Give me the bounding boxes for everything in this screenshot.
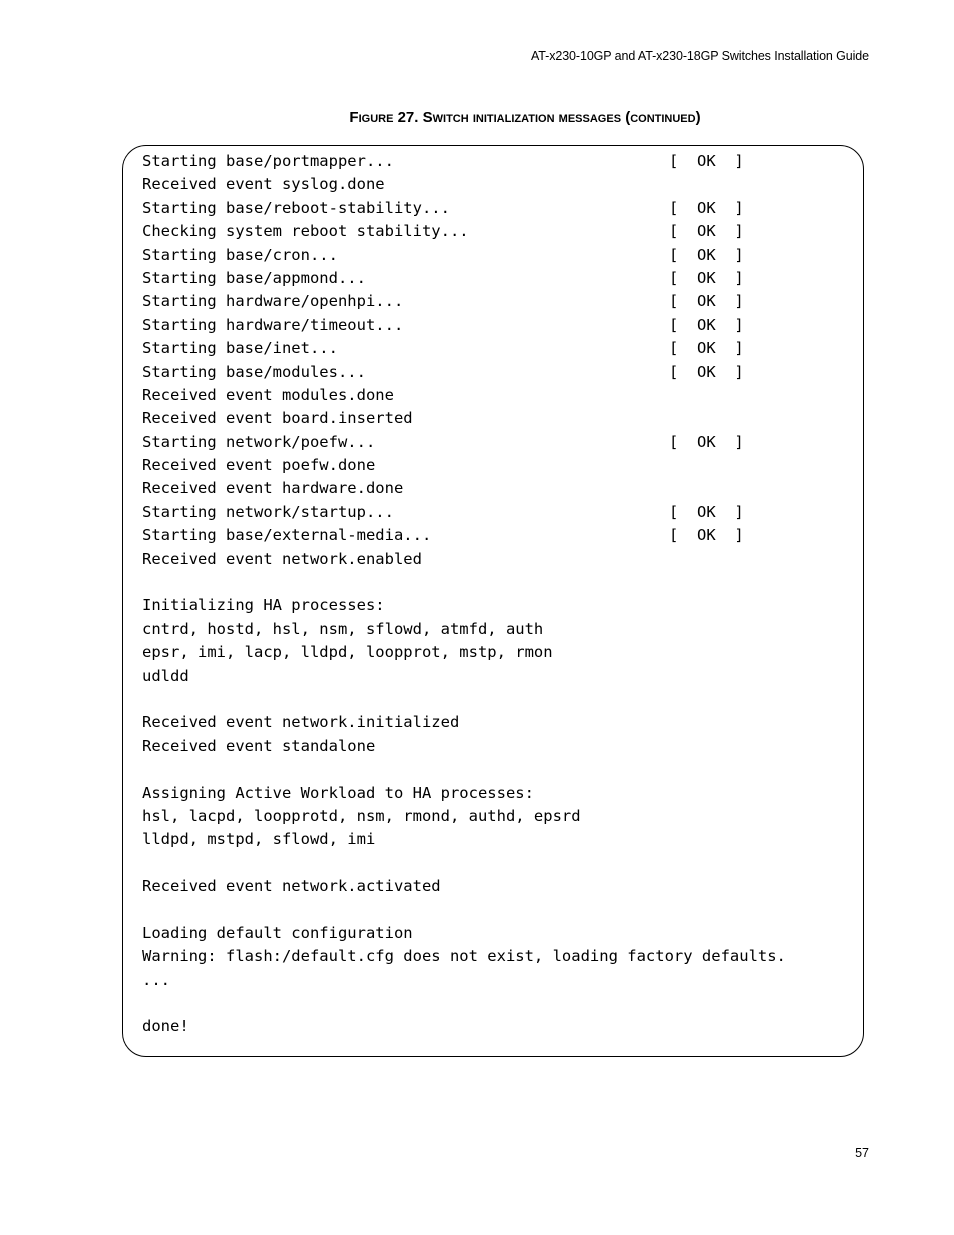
console-line bbox=[142, 290, 802, 313]
console-line-status: [ OK ] bbox=[669, 222, 744, 241]
console-line-text: Assigning Active Workload to HA processes: bbox=[142, 783, 534, 802]
console-line bbox=[142, 688, 802, 711]
console-line bbox=[142, 524, 802, 547]
console-line bbox=[142, 173, 802, 196]
console-line bbox=[142, 665, 802, 688]
console-line-status: [ OK ] bbox=[669, 315, 744, 334]
console-line-status: [ OK ] bbox=[669, 152, 744, 170]
console-line-text: Starting base/appmond... bbox=[142, 268, 366, 287]
console-line bbox=[142, 922, 802, 945]
console-line bbox=[142, 852, 802, 875]
console-line-text: Starting base/portmapper... bbox=[142, 152, 394, 170]
console-output bbox=[142, 150, 802, 1039]
console-line-text: Received event modules.done bbox=[142, 385, 394, 404]
console-line bbox=[142, 150, 802, 173]
console-line bbox=[142, 314, 802, 337]
console-line-status: [ OK ] bbox=[669, 526, 744, 545]
console-line bbox=[142, 361, 802, 384]
console-line-status: [ OK ] bbox=[669, 432, 744, 451]
console-line bbox=[142, 641, 802, 664]
console-line bbox=[142, 267, 802, 290]
console-line-status: [ OK ] bbox=[669, 502, 744, 521]
console-line bbox=[142, 711, 802, 734]
console-line-text: epsr, imi, lacp, lldpd, loopprot, mstp, rmon bbox=[142, 643, 553, 662]
figure-caption bbox=[0, 109, 954, 126]
figure-title: Switch initialization messages (continued) bbox=[422, 109, 701, 126]
console-line-text: Received event poefw.done bbox=[142, 456, 376, 475]
console-line-status: [ OK ] bbox=[669, 268, 744, 287]
console-line bbox=[142, 407, 802, 430]
console-line bbox=[142, 945, 802, 968]
console-line-text: udldd bbox=[142, 666, 189, 685]
console-line bbox=[142, 454, 802, 477]
console-line bbox=[142, 571, 802, 594]
console-line bbox=[142, 1015, 802, 1038]
console-line bbox=[142, 548, 802, 571]
console-line-text: Received event hardware.done bbox=[142, 479, 404, 498]
console-line bbox=[142, 992, 802, 1015]
console-line-text: done! bbox=[142, 1017, 189, 1036]
console-line-status: [ OK ] bbox=[669, 245, 744, 264]
console-line bbox=[142, 384, 802, 407]
console-line bbox=[142, 220, 802, 243]
console-line-text: Checking system reboot stability... bbox=[142, 222, 469, 241]
console-line-text: hsl, lacpd, loopprotd, nsm, rmond, authd, epsrd bbox=[142, 806, 581, 825]
console-line bbox=[142, 875, 802, 898]
console-line-status: [ OK ] bbox=[669, 362, 744, 381]
console-line bbox=[142, 969, 802, 992]
console-line-text: ... bbox=[142, 970, 170, 989]
console-line-text: Starting network/startup... bbox=[142, 502, 394, 521]
console-line bbox=[142, 477, 802, 500]
console-line-text: Starting base/modules... bbox=[142, 362, 366, 381]
console-line bbox=[142, 244, 802, 267]
running-header: AT-x230-10GP and AT-x230-18GP Switches Installation Guide bbox=[530, 49, 869, 63]
console-line-text: Starting hardware/openhpi... bbox=[142, 292, 404, 311]
console-line-text: Starting hardware/timeout... bbox=[142, 315, 404, 334]
console-line-text: Received event standalone bbox=[142, 736, 376, 755]
console-line-text: Received event network.activated bbox=[142, 877, 441, 896]
page-number: 57 bbox=[855, 1146, 869, 1160]
console-line bbox=[142, 899, 802, 922]
console-line bbox=[142, 431, 802, 454]
console-line-text: Starting base/reboot-stability... bbox=[142, 198, 450, 217]
console-line bbox=[142, 197, 802, 220]
console-line-status: [ OK ] bbox=[669, 292, 744, 311]
console-line bbox=[142, 735, 802, 758]
console-line-status: [ OK ] bbox=[669, 339, 744, 358]
console-line-text: Starting base/cron... bbox=[142, 245, 338, 264]
console-line-status: [ OK ] bbox=[669, 198, 744, 217]
console-line-text: Received event syslog.done bbox=[142, 175, 385, 194]
console-line-text: Starting network/poefw... bbox=[142, 432, 376, 451]
console-line-text: Warning: flash:/default.cfg does not exist, loading factory defaults. bbox=[142, 947, 786, 966]
console-line-text: Received event board.inserted bbox=[142, 409, 413, 428]
console-line-text: Loading default configuration bbox=[142, 923, 413, 942]
console-line-text: Received event network.enabled bbox=[142, 549, 422, 568]
console-line bbox=[142, 501, 802, 524]
console-line-text: lldpd, mstpd, sflowd, imi bbox=[142, 830, 376, 849]
console-line bbox=[142, 828, 802, 851]
console-line-text: cntrd, hostd, hsl, nsm, sflowd, atmfd, auth bbox=[142, 619, 544, 638]
console-line-text: Starting base/external-media... bbox=[142, 526, 432, 545]
console-line bbox=[142, 805, 802, 828]
console-line bbox=[142, 758, 802, 781]
console-line bbox=[142, 594, 802, 617]
console-line-text: Initializing HA processes: bbox=[142, 596, 385, 615]
console-line bbox=[142, 782, 802, 805]
console-line bbox=[142, 337, 802, 360]
console-line-text: Starting base/inet... bbox=[142, 339, 338, 358]
console-line-text: Received event network.initialized bbox=[142, 713, 460, 732]
console-line bbox=[142, 618, 802, 641]
figure-label: Figure 27. bbox=[349, 109, 419, 126]
